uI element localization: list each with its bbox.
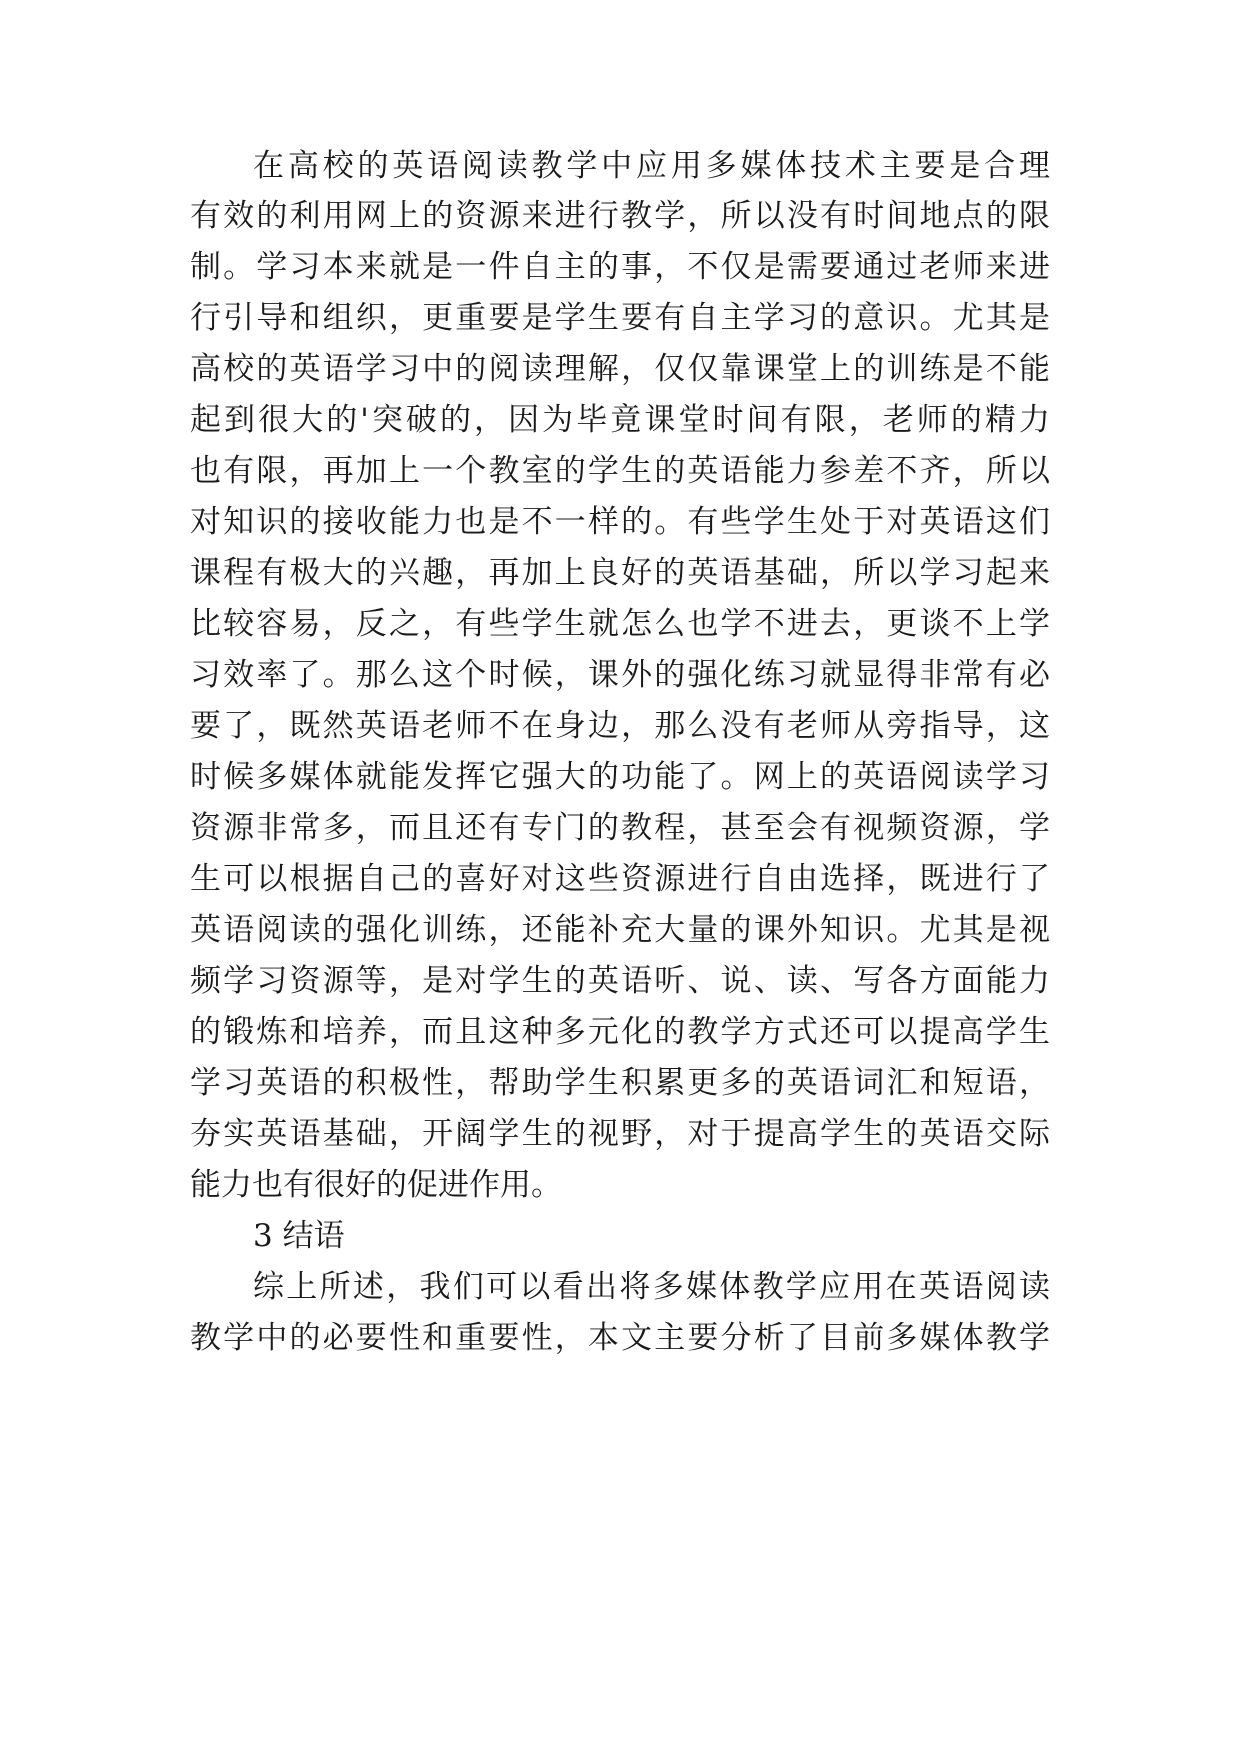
paragraph-line: 资源非常多，而且还有专门的教程，甚至会有视频资源，学	[190, 810, 1050, 846]
paragraph-line: 生可以根据自己的喜好对这些资源进行自由选择，既进行了	[190, 861, 1050, 897]
paragraph-line: 习效率了。那么这个时候，课外的强化练习就显得非常有必	[190, 657, 1050, 693]
paragraph-line: 综上所述，我们可以看出将多媒体教学应用在英语阅读	[253, 1269, 1050, 1305]
paragraph-line: 时候多媒体就能发挥它强大的功能了。网上的英语阅读学习	[190, 759, 1050, 795]
paragraph-line: 行引导和组织，更重要是学生要有自主学习的意识。尤其是	[190, 300, 1050, 336]
paragraph-line: 夯实英语基础，开阔学生的视野，对于提高学生的英语交际	[190, 1116, 1050, 1152]
section-heading: 3 结语	[253, 1218, 345, 1254]
paragraph-line: 在高校的英语阅读教学中应用多媒体技术主要是合理	[253, 148, 1050, 184]
paragraph-line: 制。学习本来就是一件自主的事，不仅是需要通过老师来进	[190, 249, 1050, 285]
paragraph-line: 的锻炼和培养，而且这种多元化的教学方式还可以提高学生	[190, 1014, 1050, 1050]
paragraph-line: 课程有极大的兴趣，再加上良好的英语基础，所以学习起来	[190, 555, 1050, 591]
paragraph-line: 也有限，再加上一个教室的学生的英语能力参差不齐，所以	[190, 453, 1050, 489]
paragraph-line: 英语阅读的强化训练，还能补充大量的课外知识。尤其是视	[190, 912, 1050, 948]
paragraph-line: 教学中的必要性和重要性，本文主要分析了目前多媒体教学	[190, 1320, 1050, 1356]
paragraph-line: 比较容易，反之，有些学生就怎么也学不进去，更谈不上学	[190, 606, 1050, 642]
paragraph-line: 起到很大的'突破的，因为毕竟课堂时间有限，老师的精力	[190, 402, 1050, 438]
paragraph-line: 能力也有很好的促进作用。	[190, 1167, 562, 1203]
paragraph-line: 对知识的接收能力也是不一样的。有些学生处于对英语这们	[190, 504, 1050, 540]
paragraph-line: 要了，既然英语老师不在身边，那么没有老师从旁指导，这	[190, 708, 1050, 744]
paragraph-line: 有效的利用网上的资源来进行教学，所以没有时间地点的限	[190, 198, 1050, 234]
paragraph-line: 高校的英语学习中的阅读理解，仅仅靠课堂上的训练是不能	[190, 351, 1050, 387]
paragraph-line: 频学习资源等，是对学生的英语听、说、读、写各方面能力	[190, 963, 1050, 999]
paragraph-line: 学习英语的积极性，帮助学生积累更多的英语词汇和短语，	[190, 1065, 1050, 1101]
